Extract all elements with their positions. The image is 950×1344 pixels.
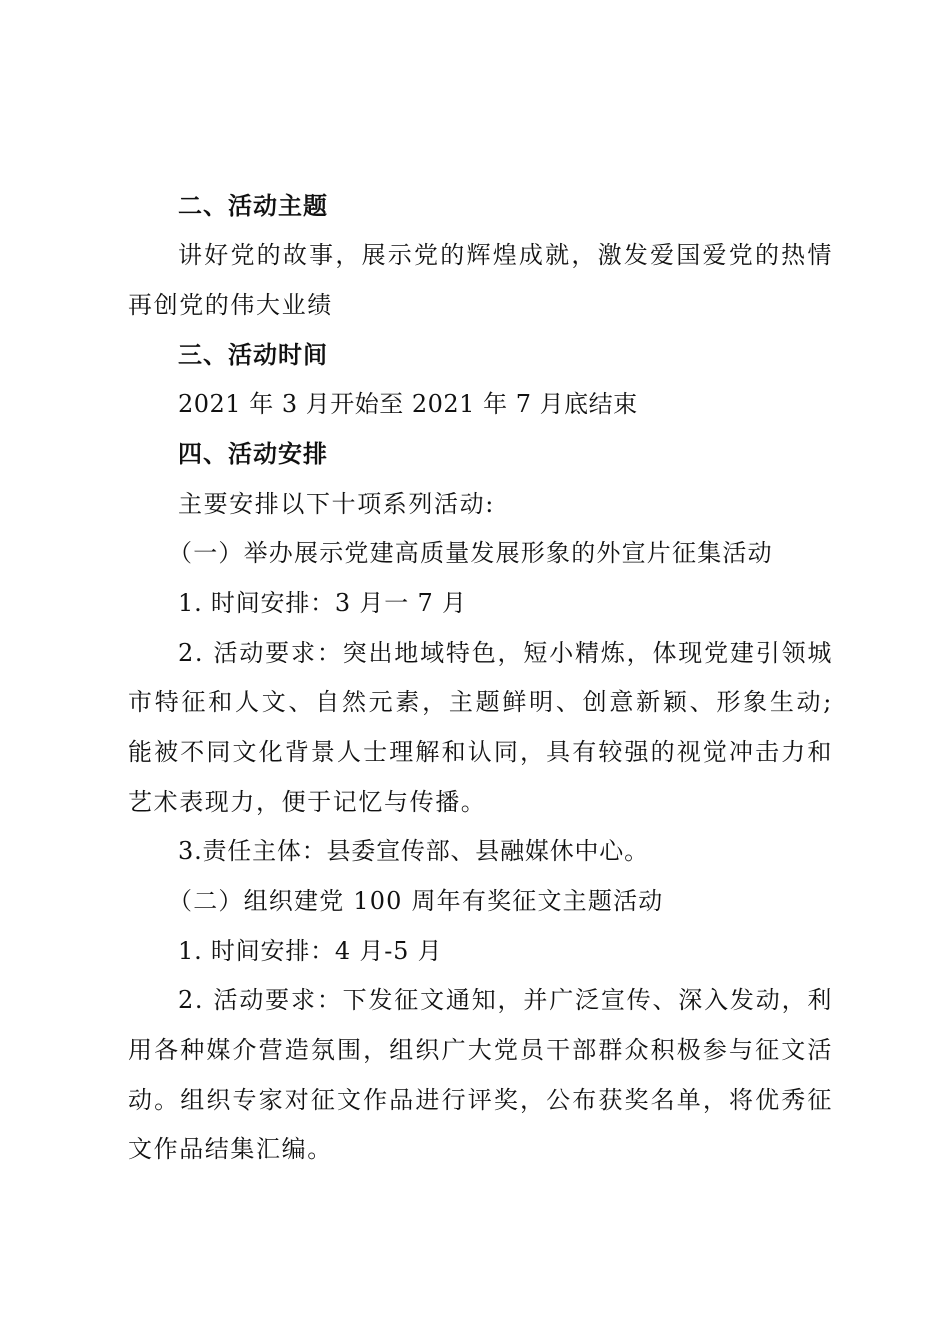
activity-2-time: 1. 时间安排：4 月-5 月 [178,937,443,965]
section-heading-time: 三、活动时间 [178,341,328,369]
activity-2-requirement-line-1: 2. 活动要求：下发征文通知，并广泛宣传、深入发动，利 [178,986,833,1014]
time-paragraph: 2021 年 3 月开始至 2021 年 7 月底结束 [178,390,638,418]
section-heading-theme: 二、活动主题 [178,192,328,220]
activity-2-requirement-line-2: 用各种媒介营造氛围，组织广大党员干部群众积极参与征文活 [128,1036,833,1064]
activity-1-requirement-line-1: 2. 活动要求：突出地域特色，短小精炼，体现党建引领城 [178,639,833,667]
theme-paragraph-line-2: 再创党的伟大业绩 [128,291,333,319]
activity-1-requirement-line-4: 艺术表现力，便于记忆与传播。 [128,788,487,816]
activity-1-title: （一）举办展示党建高质量发展形象的外宣片征集活动 [168,539,773,567]
activity-1-requirement-line-3: 能被不同文化背景人士理解和认同，具有较强的视觉冲击力和 [128,738,833,766]
theme-paragraph-line-1: 讲好党的故事，展示党的辉煌成就，激发爱国爱党的热情 [178,241,833,269]
activity-1-time: 1. 时间安排：3 月一 7 月 [178,589,467,617]
activity-2-requirement-line-4: 文作品结集汇编。 [128,1135,333,1163]
section-heading-arrangement: 四、活动安排 [178,440,328,468]
activity-1-responsible: 3.责任主体：县委宣传部、县融媒休中心。 [178,837,649,865]
arrangement-intro: 主要安排以下十项系列活动: [178,490,495,518]
activity-2-requirement-line-3: 动。组织专家对征文作品进行评奖，公布获奖名单，将优秀征 [128,1086,833,1114]
activity-1-requirement-line-2: 市特征和人文、自然元素，主题鲜明、创意新颖、形象生动; [128,688,833,716]
activity-2-title: （二）组织建党 100 周年有奖征文主题活动 [168,887,664,915]
